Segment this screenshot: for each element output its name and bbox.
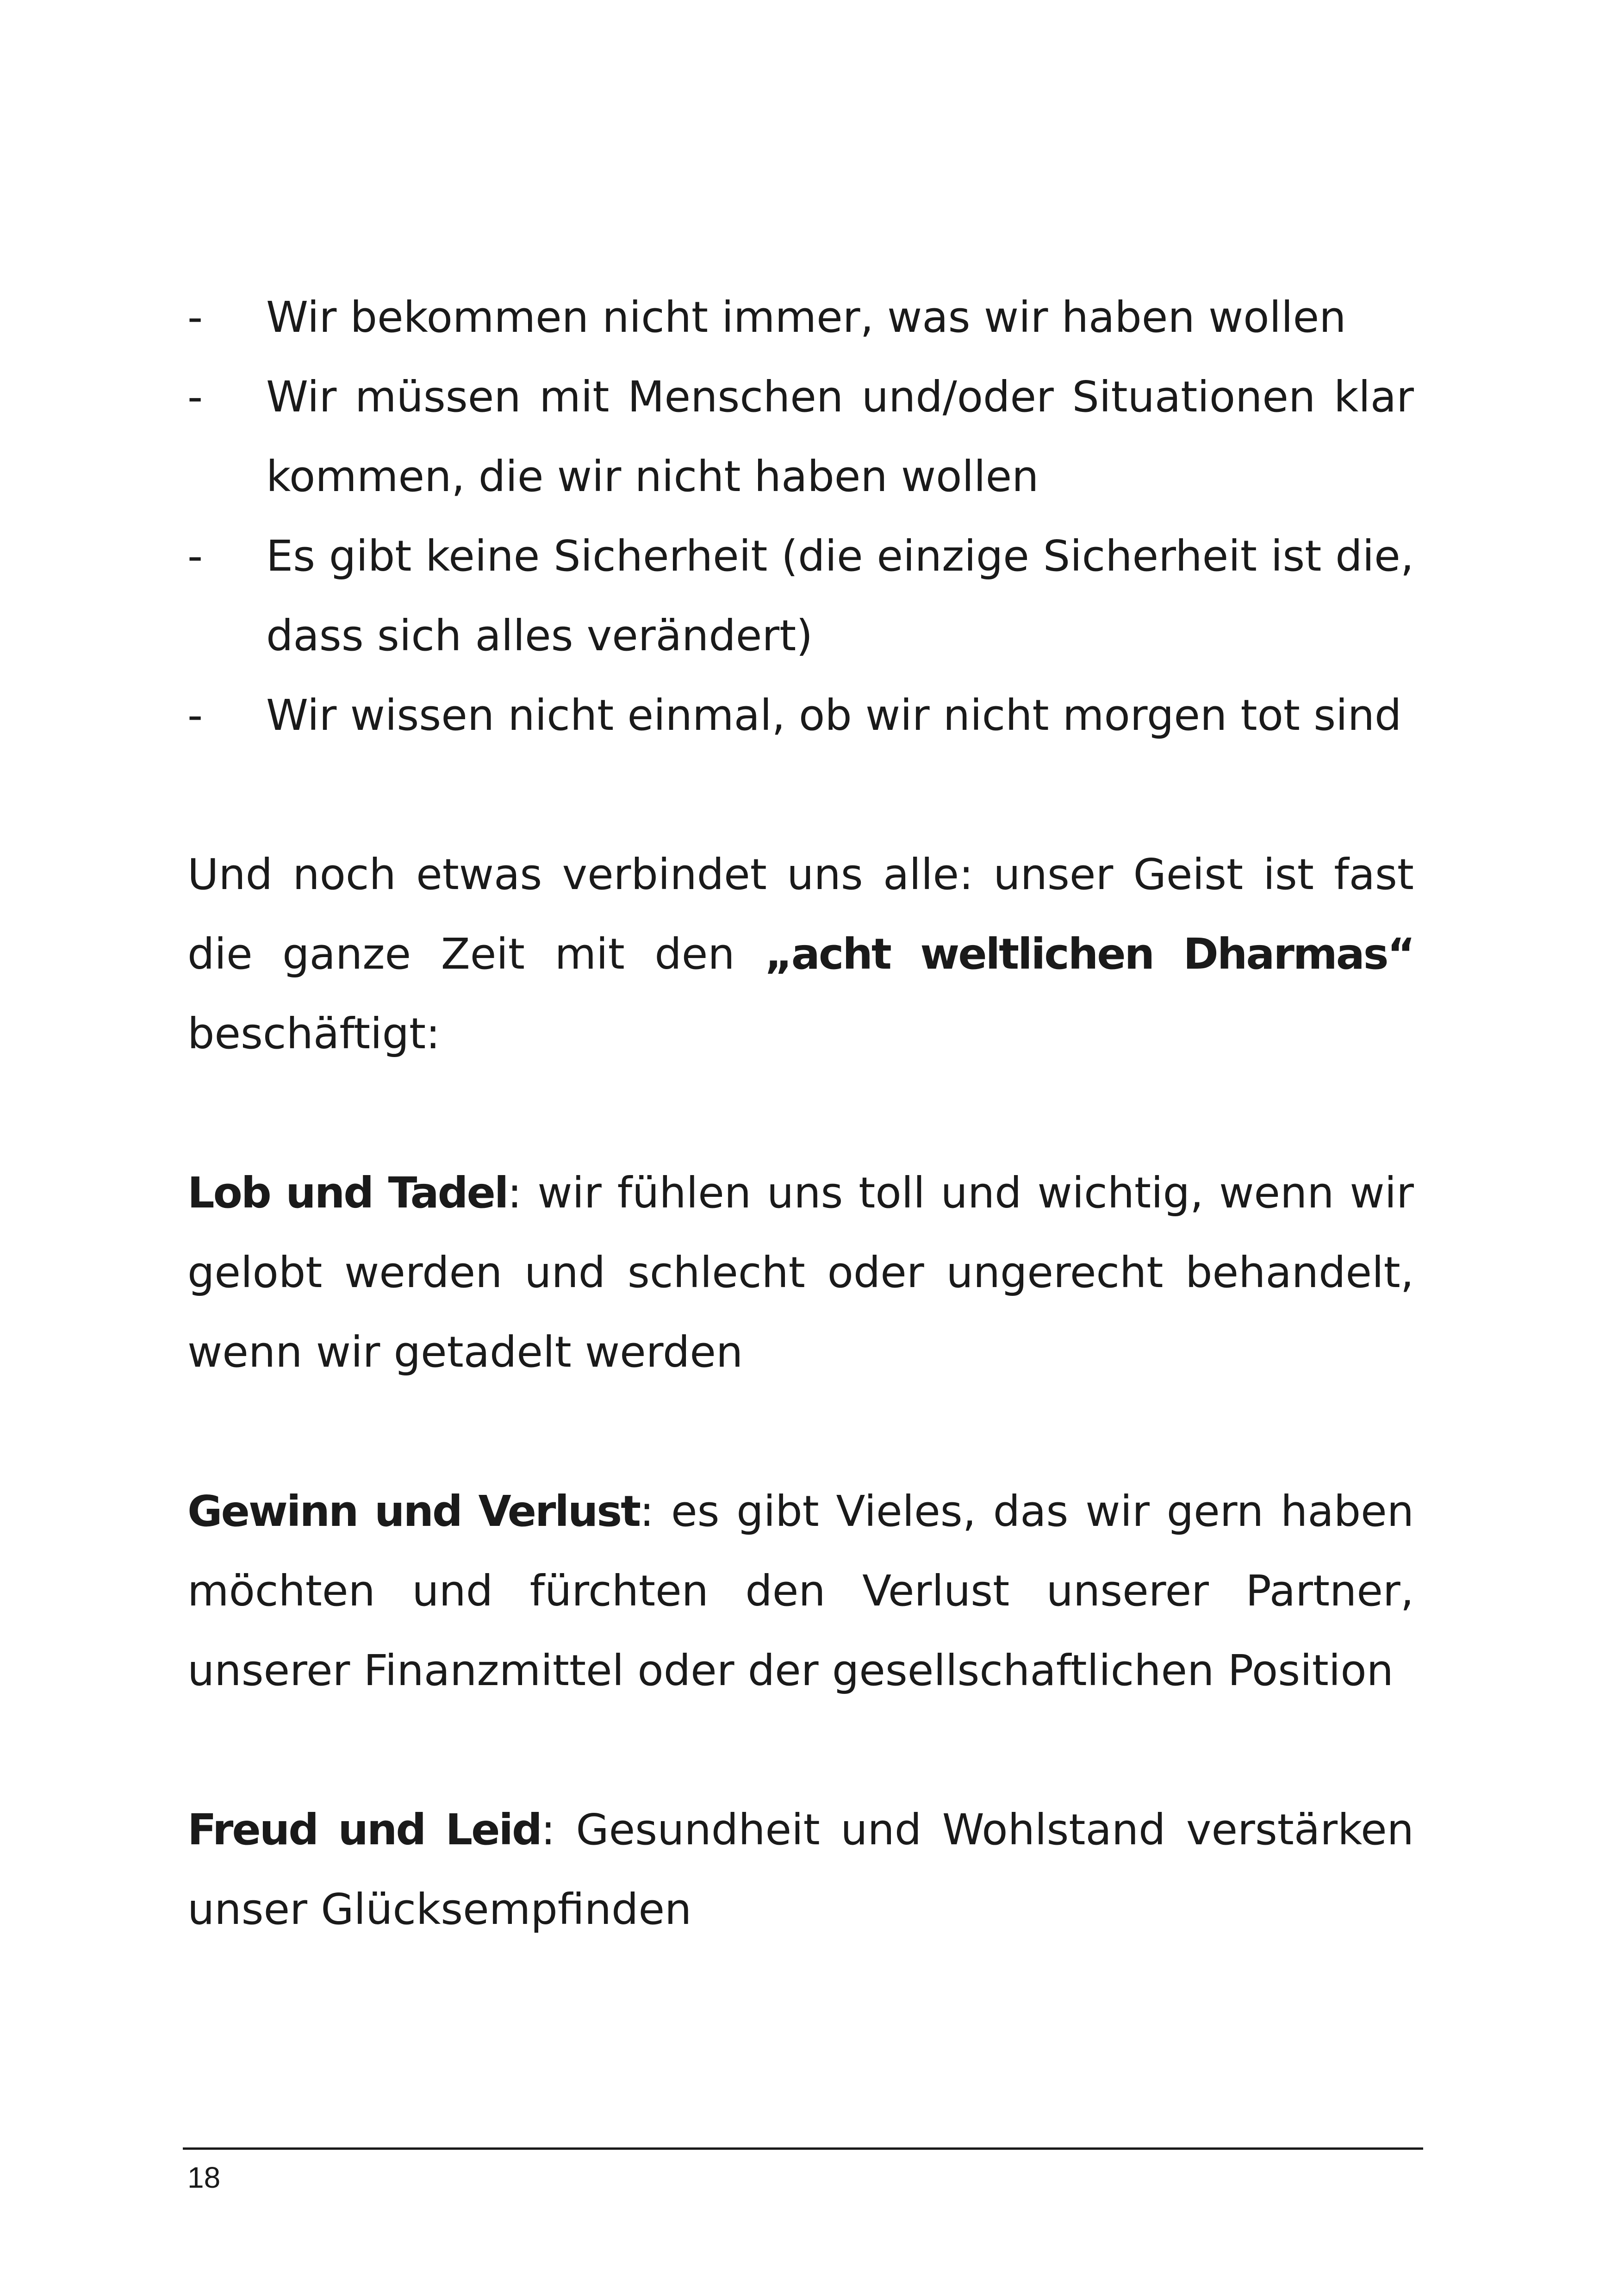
- definition-paragraph: [187, 1790, 1414, 1949]
- definition-text: : es gibt Vieles, das wir gern haben möchten und fürchten den Verlust unserer Partner, unserer Finanzmittel oder der gesellschaftlichen Position: [187, 1487, 1414, 1695]
- definition-text: : Gesundheit und Wohlstand verstärken unser Glücksempfinden: [187, 1805, 1414, 1934]
- bullet-dash: -: [187, 372, 203, 422]
- list-item-text: Wir bekommen nicht immer, was wir haben wollen: [266, 292, 1346, 342]
- page-number: 18: [187, 2161, 221, 2194]
- list-item: [187, 676, 1414, 755]
- definition-term: Gewinn und Verlust: [187, 1487, 640, 1536]
- bullet-dash: -: [187, 531, 203, 581]
- list-item: [187, 357, 1414, 516]
- bullet-list: [187, 278, 1414, 755]
- dharmas-emphasis: „acht weltlichen Dharmas“: [765, 929, 1414, 979]
- list-item-text: Wir wissen nicht einmal, ob wir nicht morgen tot sind: [266, 691, 1402, 740]
- list-item-text: Wir müssen mit Menschen und/oder Situationen klar kommen, die wir nicht haben wollen: [266, 372, 1414, 501]
- list-item: [187, 278, 1414, 357]
- definition-text: : wir fühlen uns toll und wichtig, wenn wir gelobt werden und schlecht oder ungerecht behandelt, wenn wir getadelt werden: [187, 1168, 1414, 1377]
- definition-term: Lob und Tadel: [187, 1168, 508, 1218]
- intro-paragraph: [187, 835, 1414, 1074]
- definition-term: Freud und Leid: [187, 1805, 541, 1854]
- intro-text-before: Und noch etwas verbindet uns alle: unser Geist ist fast die ganze Zeit mit den: [187, 850, 1414, 979]
- list-item: [187, 516, 1414, 676]
- list-item-text: Es gibt keine Sicherheit (die einzige Sicherheit ist die, dass sich alles verändert): [266, 531, 1414, 660]
- definition-paragraph: [187, 1153, 1414, 1392]
- definition-paragraph: [187, 1472, 1414, 1711]
- bullet-dash: -: [187, 292, 203, 342]
- bullet-dash: -: [187, 691, 203, 740]
- intro-text-after: beschäftigt:: [187, 1009, 441, 1058]
- footer-rule: [183, 2147, 1423, 2150]
- page-body: [187, 278, 1414, 1949]
